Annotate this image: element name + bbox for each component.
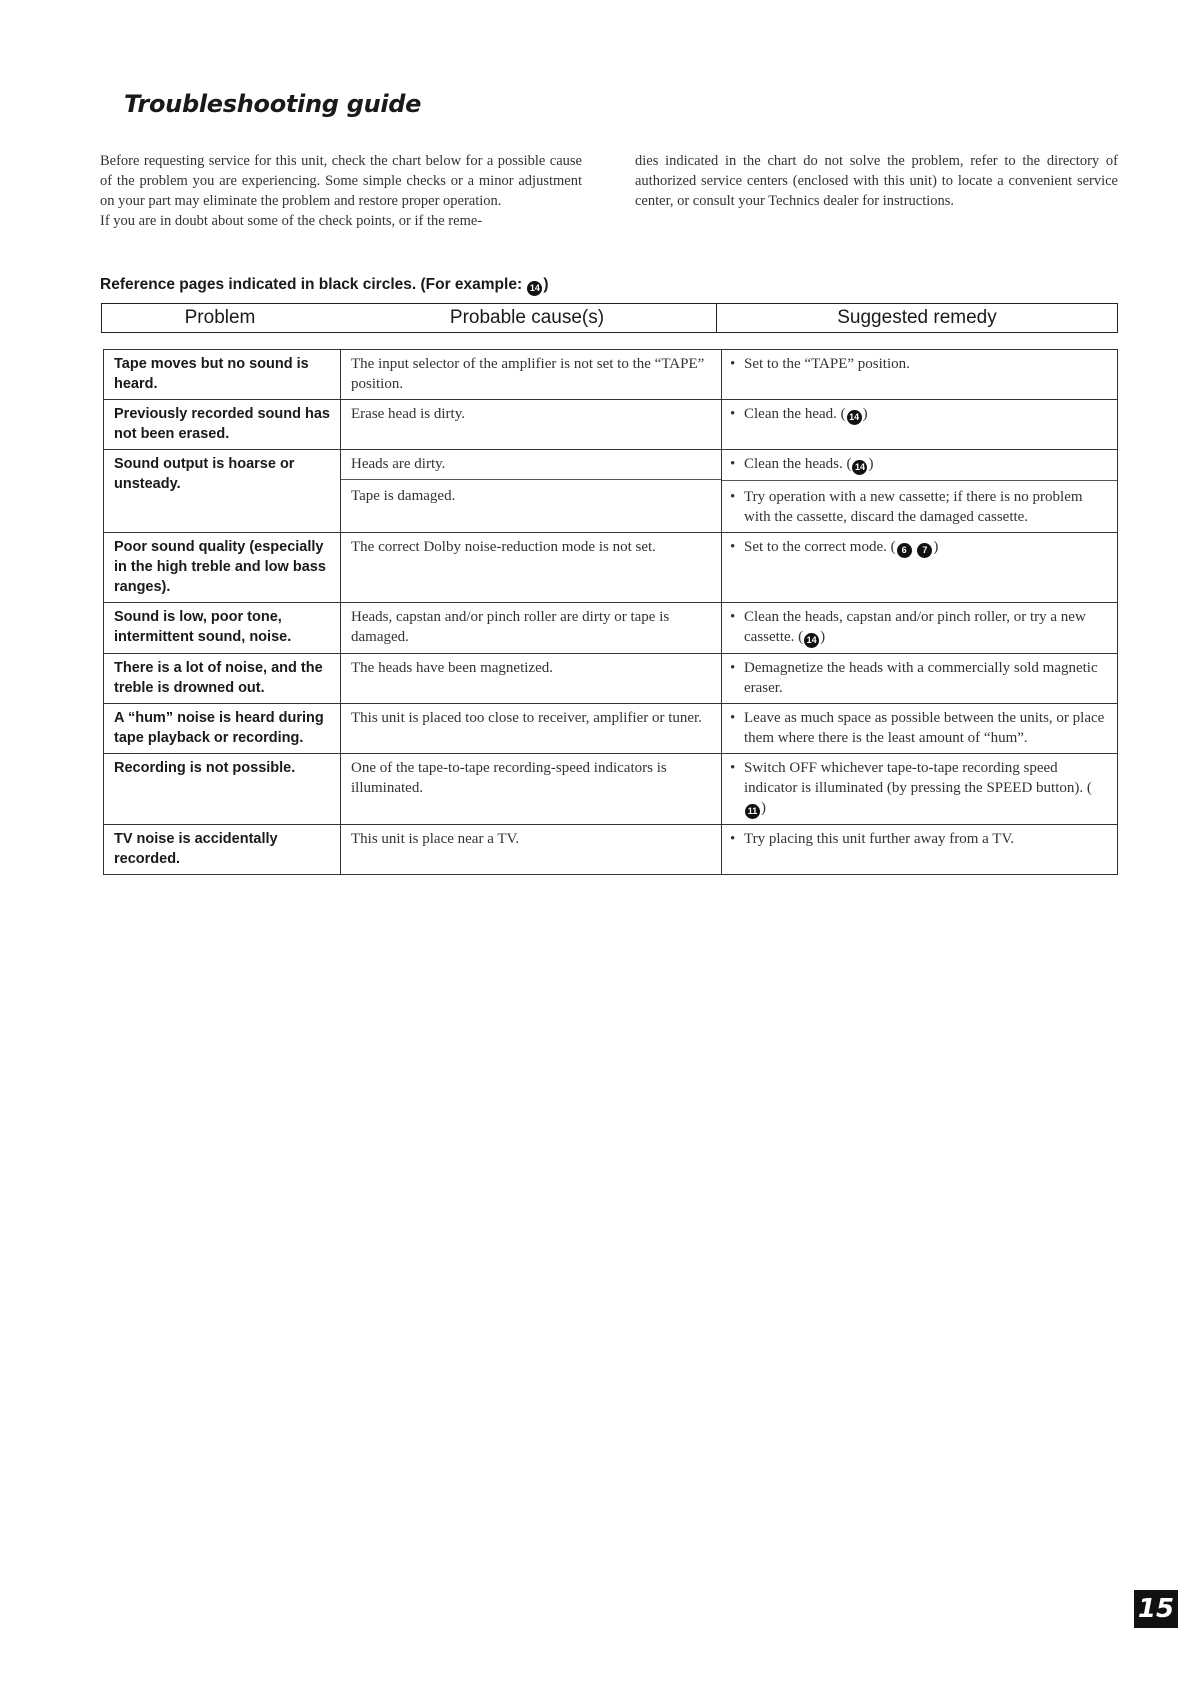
bullet-icon: • [730,489,736,505]
intro-column-right [635,151,1118,211]
cause-text: Erase head is dirty. [351,406,465,422]
remedy-item [722,480,1117,527]
problem-cell: Recording is not possible. [104,754,341,825]
problem-cell: TV noise is accidentally recorded. [104,825,341,875]
remedy-text-wrap [744,354,910,374]
intro-paragraph: dies indicated in the chart do not solve the problem, refer to the directory of authorized service centers (enclosed with this unit) to locate a convenient service center, or consult your Technics dealer for instructions. [635,153,1118,209]
remedy-cell [722,450,1118,533]
remedy-text: Leave as much space as possible between the units, or place them where there is the least amount of “hum”. [744,710,1105,746]
remedy-cell [722,350,1118,400]
remedy-item [730,829,1107,849]
problem-cell: Sound is low, poor tone, intermittent sound, noise. [104,603,341,654]
table-row [104,754,1118,825]
remedy-text: Demagnetize the heads with a commercially sold magnetic eraser. [744,660,1098,696]
cause-text: One of the tape-to-tape recording-speed indicators is illuminated. [351,760,667,796]
header-problem: Problem [184,307,256,328]
bullet-icon: • [730,609,736,625]
remedy-cell [722,704,1118,754]
remedy-item [730,354,1107,374]
cause-cell [341,654,722,704]
cause-text: Heads, capstan and/or pinch roller are dirty or tape is damaged. [351,609,670,645]
problem-cell: A “hum” noise is heard during tape playback or recording. [104,704,341,754]
table-body [104,350,1118,875]
page-ref-circle-icon: 14 [852,460,867,475]
remedy-text: Switch OFF whichever tape-to-tape recording speed indicator is illuminated (by pressing the SPEED button). [744,760,1084,796]
remedy-item [730,454,1107,475]
cause-cell [341,533,722,603]
troubleshooting-table [103,349,1118,875]
remedy-cell [722,754,1118,825]
remedy-text-wrap [744,829,1014,849]
table-row [104,400,1118,450]
remedy-text-wrap: Set to the correct mode. ( 6 7 ) [744,537,938,558]
header-cause: Probable cause(s) [449,307,605,328]
remedy-cell [722,825,1118,875]
remedy-cell [722,400,1118,450]
cause-cell [341,825,722,875]
table-row [104,450,1118,533]
remedy-text-wrap [744,708,1107,748]
remedy-text: Clean the heads, capstan and/or pinch roller, or try a new cassette. [744,609,1086,645]
cause-text: Tape is damaged. [341,479,721,506]
cause-cell [341,754,722,825]
cause-text: This unit is place near a TV. [351,831,520,847]
table-header [101,303,1118,333]
cause-text: This unit is placed too close to receiver, amplifier or tuner. [351,710,702,726]
intro-paragraph: If you are in doubt about some of the check points, or if the reme- [100,213,483,229]
cause-cell [341,603,722,654]
problem-cell: Tape moves but no sound is heard. [104,350,341,400]
remedy-text: Clean the head. [744,406,837,422]
problem-cell: Poor sound quality (especially in the high treble and low bass ranges). [104,533,341,603]
remedy-text-wrap: Clean the heads, capstan and/or pinch roller, or try a new cassette. ( 14 ) [744,607,1107,648]
problem-cell: Sound output is hoarse or unsteady. [104,450,341,533]
remedy-text: Clean the heads. [744,456,843,472]
reference-note-close: ) [543,276,549,293]
remedy-text-wrap: Clean the head. ( 14 ) [744,404,868,425]
page-ref-circle-icon: 14 [527,281,542,296]
page-ref-circle-icon: 7 [917,543,932,558]
cause-text: The heads have been magnetized. [351,660,553,676]
table-row [104,350,1118,400]
table-row [104,654,1118,704]
intro-column-left [100,151,582,231]
page-ref-circle-icon: 6 [897,543,912,558]
remedy-text-wrap [744,658,1107,698]
remedy-text: Set to the “TAPE” position. [744,356,910,372]
page-number: 15 [1134,1590,1178,1628]
remedy-text-wrap: Clean the heads. ( 14 ) [744,454,873,475]
bullet-icon: • [730,406,736,422]
bullet-icon: • [730,660,736,676]
cause-cell [341,704,722,754]
bullet-icon: • [730,539,736,555]
remedy-item [730,708,1107,748]
bullet-icon: • [730,356,736,372]
remedy-item [730,607,1107,648]
cause-cell [341,450,722,533]
reference-note-text: Reference pages indicated in black circles. (For example: [100,276,527,293]
problem-cell: There is a lot of noise, and the treble is drowned out. [104,654,341,704]
table-row [104,704,1118,754]
bullet-icon: • [730,456,736,472]
page-ref-circle-icon: 14 [804,633,819,648]
remedy-item [730,404,1107,425]
page-title: Troubleshooting guide [124,90,422,118]
remedy-text: Set to the correct mode. [744,539,887,555]
bullet-icon: • [730,710,736,726]
page-ref-circle-icon: 14 [847,410,862,425]
header-remedy: Suggested remedy [716,304,1117,332]
table-row [104,825,1118,875]
cause-text: Heads are dirty. [351,456,446,472]
remedy-text-wrap: Switch OFF whichever tape-to-tape recording speed indicator is illuminated (by pressing the SPEED button). (11 ) [744,758,1107,819]
remedy-text: Try operation with a new cassette; if there is no problem with the cassette, discard the damaged cassette. [744,489,1083,525]
bullet-icon: • [730,831,736,847]
table-row [104,533,1118,603]
remedy-cell [722,603,1118,654]
remedy-item [730,658,1107,698]
cause-text: The input selector of the amplifier is not set to the “TAPE” position. [351,356,705,392]
bullet-icon: • [730,760,736,776]
cause-cell [341,350,722,400]
remedy-item [730,537,1107,558]
table-row [104,603,1118,654]
reference-note [100,276,549,296]
cause-text: The correct Dolby noise-reduction mode is not set. [351,539,656,555]
remedy-cell [722,654,1118,704]
remedy-item [730,758,1107,819]
remedy-cell [722,533,1118,603]
cause-cell [341,400,722,450]
problem-cell: Previously recorded sound has not been erased. [104,400,341,450]
remedy-text-wrap [744,487,1107,527]
remedy-text: Try placing this unit further away from a TV. [744,831,1015,847]
intro-paragraph: Before requesting service for this unit, check the chart below for a possible cause of the problem you are experiencing. Some simple checks or a minor adjustment on your part may eliminate the problem and restore proper operation. [100,153,582,209]
page-ref-circle-icon: 11 [745,804,760,819]
